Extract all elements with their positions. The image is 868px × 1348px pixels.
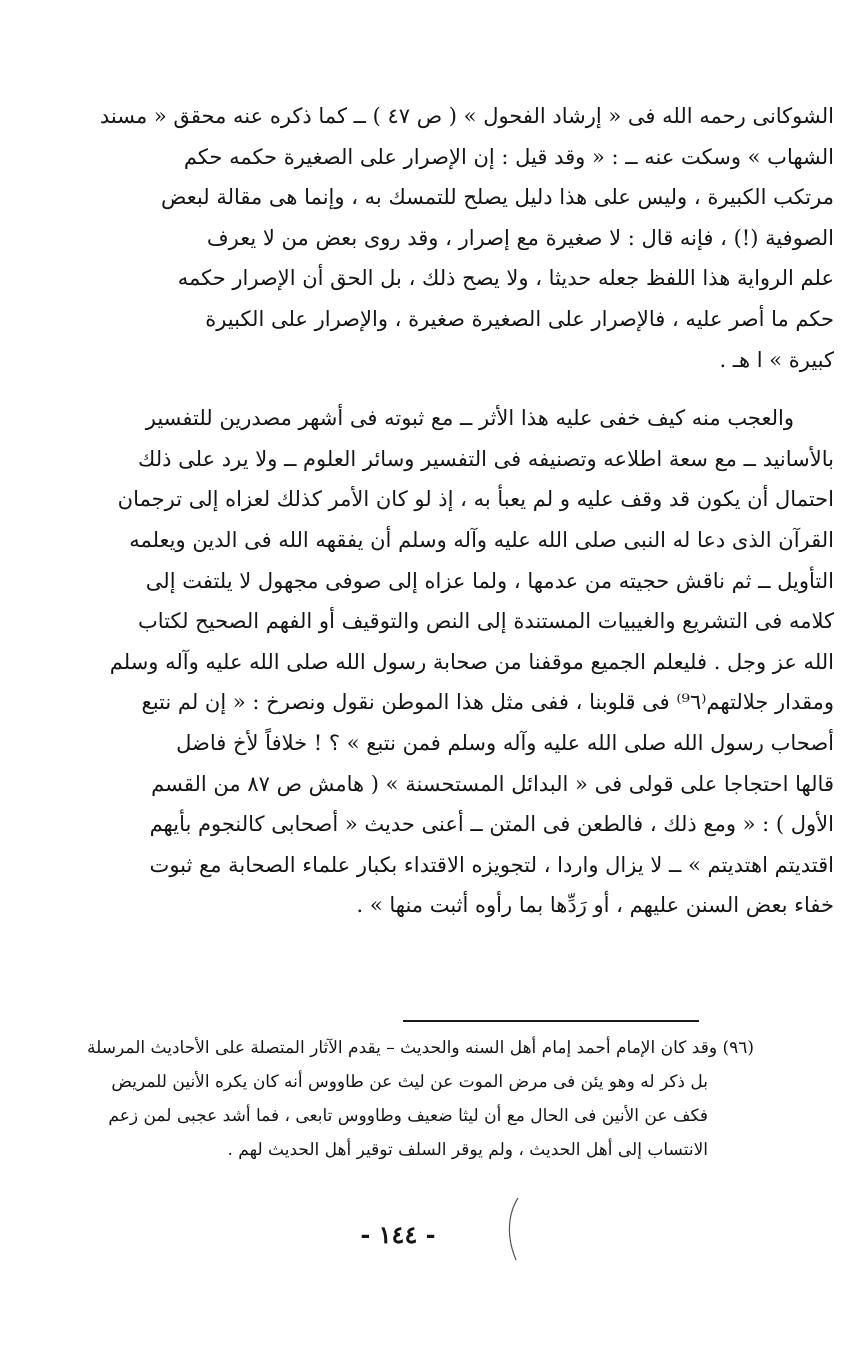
text-line: علم الرواية هذا اللفظ جعله حديثا ، ولا يصح ذلك ، بل الحق أن الإصرار حكمه xyxy=(177,266,834,291)
text-line: الصوفية (!) ، فإنه قال : لا صغيرة مع إصرار ، وقد روى بعض من لا يعرف xyxy=(206,225,834,250)
text-line: التأويل ــ ثم ناقش حجيته من عدمها ، ولما عزاه إلى صوفى مجهول لا يلتفت إلى xyxy=(145,568,834,593)
footnote-line: (٩٦) وقد كان الإمام أحمد إمام أهل السنه والحديث – يقدم الآثار المتصلة على الأحاديث المرسلة xyxy=(87,1038,754,1058)
paragraph-1 xyxy=(28,96,834,380)
margin-pencil-mark xyxy=(506,1196,520,1262)
text-line: الأول ) : « ومع ذلك ، فالطعن فى المتن ــ أعنى حديث « أصحابى كالنجوم بأيهم xyxy=(149,812,834,837)
footnote-line: فكف عن الأنين فى الحال مع أن ليثا ضعيف وطاووس تابعى ، فما أشد عجبى لمن زعم xyxy=(108,1106,708,1126)
page-number: - ١٤٤ - xyxy=(360,1220,436,1249)
text-line: قالها احتجاجا على قولى فى « البدائل المستحسنة » ( هامش ص ٨٧ من القسم xyxy=(151,771,834,796)
text-line: مرتكب الكبيرة ، وليس على هذا دليل يصلح للتمسك به ، وإنما هى مقالة لبعض xyxy=(161,185,834,210)
text-line: أصحاب رسول الله صلى الله عليه وآله وسلم فمن نتبع » ؟ ! خلافاً لأخ فاضل xyxy=(176,730,834,755)
main-text-block xyxy=(28,96,834,926)
text-line: بالأسانيد ــ مع سعة اطلاعه وتصنيفه فى التفسير وسائر العلوم ــ ولا يرد على ذلك xyxy=(138,446,834,471)
text-line: كبيرة » ا هـ . xyxy=(719,347,834,372)
text-line: الله عز وجل . فليعلم الجميع موقفنا من صحابة رسول الله صلى الله عليه وآله وسلم xyxy=(109,649,834,674)
footnote-block xyxy=(78,1031,754,1167)
text-line: اقتديتم اهتديتم » ــ لا يزال واردا ، لتجويزه الاقتداء بكبار علماء الصحابة مع ثبوت xyxy=(149,852,834,877)
text-line: خفاء بعض السنن عليهم ، أو رَدِّها بما رأوه أثبت منها » . xyxy=(356,893,834,918)
footnote-line: الانتساب إلى أهل الحديث ، ولم يوقر السلف توقير أهل الحديث لهم . xyxy=(227,1140,708,1160)
text-line: الشوكانى رحمه الله فى « إرشاد الفحول » ( ص ٤٧ ) ــ كما ذكره عنه محقق « مسند xyxy=(99,104,834,128)
footnote-divider xyxy=(403,1020,699,1022)
text-line: القرآن الذى دعا له النبى صلى الله عليه وآله وسلم أن يفقهه الله فى الدين ويعلمه xyxy=(129,527,834,552)
text-line: والعجب منه كيف خفى عليه هذا الأثر ــ مع ثبوته فى أشهر مصدرين للتفسير xyxy=(145,406,794,431)
footnote-line: بل ذكر له وهو يئن فى مرض الموت عن ليث عن طاووس أنه كان يكره الأنين للمريض xyxy=(111,1072,708,1092)
paragraph-gap xyxy=(28,380,834,398)
text-line: احتمال أن يكون قد وقف عليه و لم يعبأ به ، إذ لو كان الأمر كذلك لعزاه إلى ترجمان xyxy=(117,487,834,512)
text-line: حكم ما أصر عليه ، فالإصرار على الصغيرة صغيرة ، والإصرار على الكبيرة xyxy=(205,306,834,331)
text-line: كلامه فى التشريع والغيبيات المستندة إلى النص والتوقيف أو الفهم الصحيح لكتاب xyxy=(138,609,834,634)
text-line: الشهاب » وسكت عنه ــ : « وقد قيل : إن الإصرار على الصغيرة حكمه حكم xyxy=(183,144,834,169)
text-line: ومقدار جلالتهم⁽⁹٦⁾ فى قلوبنا ، ففى مثل هذا الموطن نقول ونصرخ : « إن لم نتبع xyxy=(141,690,834,715)
paragraph-2 xyxy=(28,398,834,926)
